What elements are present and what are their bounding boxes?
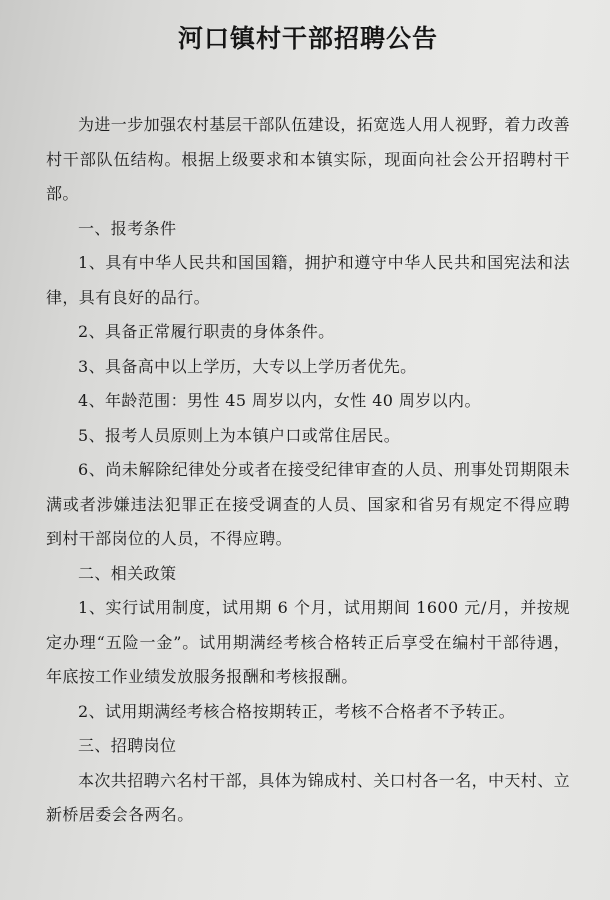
document-title: 河口镇村干部招聘公告 [177,24,438,53]
list-item: 1、具有中华人民共和国国籍，拥护和遵守中华人民共和国宪法和法律，具有良好的品行。 [46,253,570,307]
list-item: 3、具备高中以上学历，大专以上学历者优先。 [78,356,417,376]
document-body [46,108,570,833]
list-item: 2、具备正常履行职责的身体条件。 [78,322,335,341]
section-heading: 一、报考条件 [78,218,177,238]
list-item: 5、报考人员原则上为本镇户口或常住居民。 [78,425,401,445]
section-heading: 二、相关政策 [78,563,177,583]
intro-paragraph: 为进一步加强农村基层干部队伍建设，拓宽选人用人视野，着力改善村干部队伍结构。根据上级要求和本镇实际，现面向社会公开招聘村干部。 [46,115,571,203]
list-item: 1、实行试用制度，试用期 6 个月，试用期间 1600 元/月，并按规定办理“五险一金”。试用期满经考核合格转正后享受在编村干部待遇，年底按工作业绩发放服务报酬和考核报酬。 [46,598,570,686]
list-item: 2、试用期满经考核合格按期转正，考核不合格者不予转正。 [78,701,515,721]
list-item: 6、尚未解除纪律处分或者在接受纪律审查的人员、刑事处罚期限未满或者涉嫌违法犯罪正在接受调查的人员、国家和省另有规定不得应聘到村干部岗位的人员，不得应聘。 [46,460,570,548]
section-policy [46,557,570,730]
section-heading: 三、招聘岗位 [78,736,177,755]
list-item: 4、年龄范围：男性 45 周岁以内，女性 40 周岁以内。 [78,391,481,410]
section-positions [46,729,570,833]
section-eligibility [46,212,570,557]
list-item: 本次共招聘六名村干部，具体为锦成村、关口村各一名，中天村、立新桥居委会各两名。 [46,770,571,824]
